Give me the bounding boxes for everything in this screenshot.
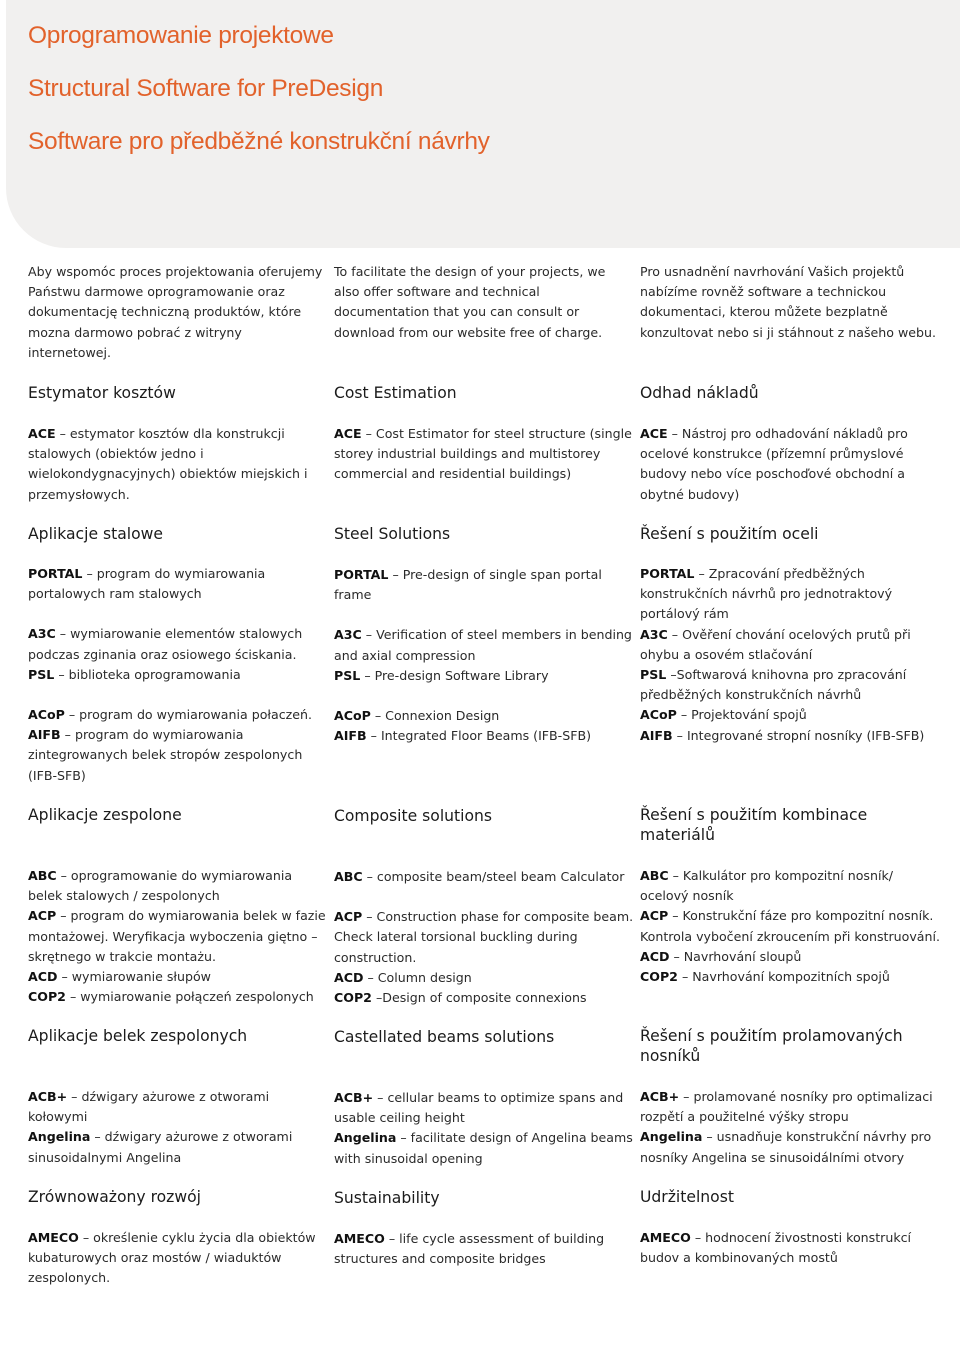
angelina-item [640, 1127, 940, 1167]
psl-text: – biblioteka oprogramowania [54, 666, 241, 682]
cop2-text: –Design of composite connexions [371, 990, 587, 1006]
abc-text: – composite beam/steel beam Calculator [362, 869, 625, 884]
acp-text: – Construction phase for composite beam. Check lateral torsional buckling during construction. [334, 909, 634, 965]
a3c-code: A3C [640, 626, 668, 642]
ameco-code: AMECO [334, 1231, 385, 1246]
ameco-item [28, 1228, 328, 1289]
cost-block-pl [28, 424, 328, 505]
psl-item [28, 665, 328, 685]
angelina-code: Angelina [334, 1130, 397, 1146]
acb-code: ACB+ [334, 1090, 374, 1105]
acb-code: ACB+ [640, 1089, 680, 1104]
acb-text: – prolamované nosníky pro optimalizaci rozpětí a použitelné výšky stropu [640, 1089, 933, 1125]
acop-text: – program do wymiarowania połaczeń. [64, 707, 312, 723]
composite-heading-en: Composite solutions [334, 807, 493, 825]
composite-heading-cz: Řešení s použitím kombinace materiálů [640, 806, 868, 845]
abc-item [28, 866, 328, 906]
cost-heading-en: Cost Estimation [334, 384, 457, 402]
cop2-item [640, 967, 940, 987]
cop2-code: COP2 [640, 969, 678, 985]
intro-english: To facilitate the design of your projects, we also offer software and technical documentation that you can consult or download from our website free of charge. [334, 264, 606, 340]
cop2-code: COP2 [28, 989, 66, 1005]
cop2-text: – wymiarowanie połączeń zespolonych [65, 989, 314, 1005]
acd-code: ACD [28, 969, 58, 985]
acp-item [640, 906, 940, 946]
a3c-text: – Verification of steel members in bending and axial compression [334, 627, 632, 663]
acp-text: – Konstrukční fáze pro kompozitní nosník. Kontrola vybočení zkroucením při konstruování. [640, 908, 940, 944]
ameco-code: AMECO [640, 1230, 691, 1245]
aifb-code: AIFB [28, 727, 61, 743]
ameco-code: AMECO [28, 1230, 79, 1245]
aifb-text: – Integrated Floor Beams (IFB-SFB) [366, 728, 592, 744]
acd-text: – wymiarowanie słupów [57, 969, 211, 985]
acop-code: ACoP [28, 707, 65, 723]
acd-text: – Column design [363, 969, 472, 985]
title-english: Structural Software for PreDesign [28, 75, 384, 102]
portal-item [334, 565, 634, 605]
intro-polish: Aby wspomóc proces projektowania oferujemy Państwu darmowe oprogramowanie oraz dokumentację techniczną produktów, które mozna darmowo pobrać z witryny internetowej. [28, 264, 323, 360]
psl-item [640, 665, 940, 705]
abc-text: – Kalkulátor pro kompozitní nosník/ ocelový nosník [640, 868, 893, 904]
abc-text: – oprogramowanie do wymiarowania belek stalowych / zespolonych [28, 868, 293, 904]
a3c-item [334, 625, 634, 665]
acd-item [28, 967, 328, 987]
acb-item [28, 1087, 328, 1127]
angelina-text: – usnadňuje konstrukční návrhy pro nosníky Angelina se sinusoidálními otvory [640, 1129, 932, 1165]
a3c-item [28, 624, 328, 664]
acb-item [334, 1088, 634, 1128]
psl-text: –Softwarová knihovna pro zpracování předběžných konstrukčních návrhů [640, 667, 907, 703]
psl-text: – Pre-design Software Library [360, 667, 549, 683]
castellated-block-en [334, 1088, 634, 1169]
angelina-code: Angelina [28, 1129, 91, 1145]
angelina-text: – dźwigary ażurowe z otworami sinusoidalnymi Angelina [28, 1129, 293, 1165]
ace-text: – Cost Estimator for steel structure (single storey industrial buildings and multistorey commercial and residential buildings) [334, 426, 632, 482]
psl-code: PSL [28, 666, 55, 682]
sustainability-heading-en: Sustainability [334, 1189, 440, 1207]
acd-item [640, 947, 940, 967]
acb-code: ACB+ [28, 1089, 68, 1104]
sustainability-block-pl [28, 1228, 328, 1289]
acp-code: ACP [640, 908, 669, 924]
acd-code: ACD [640, 948, 670, 964]
acop-code: ACoP [640, 707, 677, 723]
portal-text: – program do wymiarowania portalowych ram stalowych [28, 566, 266, 602]
acop-item [28, 705, 328, 725]
angelina-item [28, 1127, 328, 1167]
angelina-text: – facilitate design of Angelina beams with sinusoidal opening [334, 1130, 633, 1166]
acop-text: – Connexion Design [370, 708, 500, 724]
cost-block-cz [640, 424, 940, 505]
portal-code: PORTAL [640, 566, 695, 581]
steel-heading-cz: Řešení s použitím oceli [640, 525, 819, 543]
acd-code: ACD [334, 969, 364, 985]
acd-text: – Navrhování sloupů [669, 948, 802, 964]
acop-text: – Projektování spojů [676, 707, 807, 723]
acb-text: – dźwigary ażurowe z otworami kołowymi [28, 1089, 270, 1125]
ameco-text: – określenie cyklu życia dla obiektów kubaturowych oraz mostów / wiaduktów zespolonych. [28, 1230, 316, 1286]
cost-heading-pl: Estymator kosztów [28, 384, 176, 402]
aifb-code: AIFB [334, 728, 367, 744]
cop2-item [334, 988, 634, 1008]
cop2-item [28, 987, 328, 1007]
ace-item [640, 424, 940, 505]
cost-heading-cz: Odhad nákladů [640, 384, 759, 402]
abc-code: ABC [640, 868, 669, 883]
angelina-code: Angelina [640, 1129, 703, 1145]
castellated-heading-cz: Řešení s použitím prolamovaných nosníků [640, 1027, 903, 1066]
ameco-item [640, 1228, 940, 1268]
sustainability-heading-cz: Udržitelnost [640, 1188, 734, 1206]
aifb-text: – program do wymiarowania zintegrowanych belek stropów zespolonych (IFB-SFB) [28, 727, 303, 783]
psl-code: PSL [640, 667, 667, 683]
composite-heading-pl: Aplikacje zespolone [28, 806, 182, 824]
aifb-item [334, 726, 634, 746]
castellated-heading-en: Castellated beams solutions [334, 1028, 555, 1046]
ace-item [334, 424, 634, 485]
acop-item [334, 706, 634, 726]
acb-text: – cellular beams to optimize spans and usable ceiling height [334, 1090, 624, 1126]
a3c-item [640, 625, 940, 665]
steel-heading-en: Steel Solutions [334, 525, 451, 543]
aifb-code: AIFB [640, 727, 673, 743]
aifb-text: – Integrované stropní nosníky (IFB-SFB) [672, 727, 925, 743]
ameco-item [334, 1229, 634, 1269]
portal-code: PORTAL [28, 566, 83, 581]
acd-item [334, 968, 634, 988]
title-polish: Oprogramowanie projektowe [28, 22, 334, 49]
sustainability-block-en [334, 1229, 634, 1269]
ameco-text: – hodnocení živostnosti konstrukcí budov a kombinovaných mostů [640, 1230, 912, 1266]
aifb-item [640, 726, 940, 746]
ace-code: ACE [28, 426, 56, 441]
steel-heading-pl: Aplikacje stalowe [28, 525, 164, 543]
ace-item [28, 424, 328, 505]
steel-block-en [334, 565, 634, 746]
acp-code: ACP [334, 909, 363, 925]
acop-item [640, 705, 940, 725]
portal-item [28, 564, 328, 604]
castellated-block-pl [28, 1087, 328, 1168]
angelina-item [334, 1128, 634, 1168]
a3c-text: – Ověření chování ocelových prutů při ohybu a osovém stlačování [640, 626, 911, 662]
portal-item [640, 564, 940, 625]
composite-block-pl [28, 866, 328, 1007]
acop-code: ACoP [334, 708, 371, 724]
sustainability-heading-pl: Zrównoważony rozwój [28, 1188, 201, 1206]
steel-block-pl [28, 564, 328, 786]
portal-text: – Pre-design of single span portal frame [334, 567, 602, 603]
castellated-heading-pl: Aplikacje belek zespolonych [28, 1027, 248, 1045]
acb-item [640, 1087, 940, 1127]
sustainability-block-cz [640, 1228, 940, 1268]
castellated-block-cz [640, 1087, 940, 1168]
intro-czech: Pro usnadnění navrhování Vašich projektů nabízíme rovněž software a technickou dokumentaci, kterou můžete bezplatně konzultovat nebo si ji stáhnout z našeho webu. [640, 264, 937, 340]
a3c-code: A3C [334, 627, 362, 643]
a3c-code: A3C [28, 626, 56, 642]
a3c-text: – wymiarowanie elementów stalowych podczas zginania oraz osiowego ściskania. [28, 626, 303, 662]
abc-code: ABC [334, 869, 363, 884]
abc-item [334, 867, 634, 887]
acp-item [334, 907, 634, 968]
cop2-text: – Navrhování kompozitních spojů [677, 969, 890, 985]
composite-block-cz [640, 866, 940, 987]
ace-code: ACE [334, 426, 362, 441]
composite-block-en [334, 867, 634, 1008]
cop2-code: COP2 [334, 990, 372, 1006]
abc-code: ABC [28, 868, 57, 883]
aifb-item [28, 725, 328, 786]
title-czech: Software pro předběžné konstrukční návrhy [28, 128, 490, 155]
steel-block-cz [640, 564, 940, 746]
portal-text: – Zpracování předběžných konstrukčních návrhů pro jednotraktový portálový rám [640, 566, 893, 622]
portal-code: PORTAL [334, 567, 389, 582]
psl-code: PSL [334, 667, 361, 683]
abc-item [640, 866, 940, 906]
ameco-text: – life cycle assessment of building structures and composite bridges [334, 1231, 605, 1267]
cost-block-en [334, 424, 634, 485]
acp-code: ACP [28, 908, 57, 924]
ace-text: – Nástroj pro odhadování nákladů pro ocelové konstrukce (přízemní průmyslové budovy nebo více poschoďové obchodní a obytné budovy) [640, 426, 908, 502]
ace-text: – estymator kosztów dla konstrukcji stalowych (obiektów jedno i wielokondygnacyjnych) obiektów miejskich i przemysłowych. [28, 426, 308, 502]
acp-item [28, 906, 328, 967]
psl-item [334, 666, 634, 686]
ace-code: ACE [640, 426, 668, 441]
acp-text: – program do wymiarowania belek w fazie montażowej. Weryfikacja wyboczenia giętno – skrętnego w trakcie montażu. [28, 908, 326, 964]
